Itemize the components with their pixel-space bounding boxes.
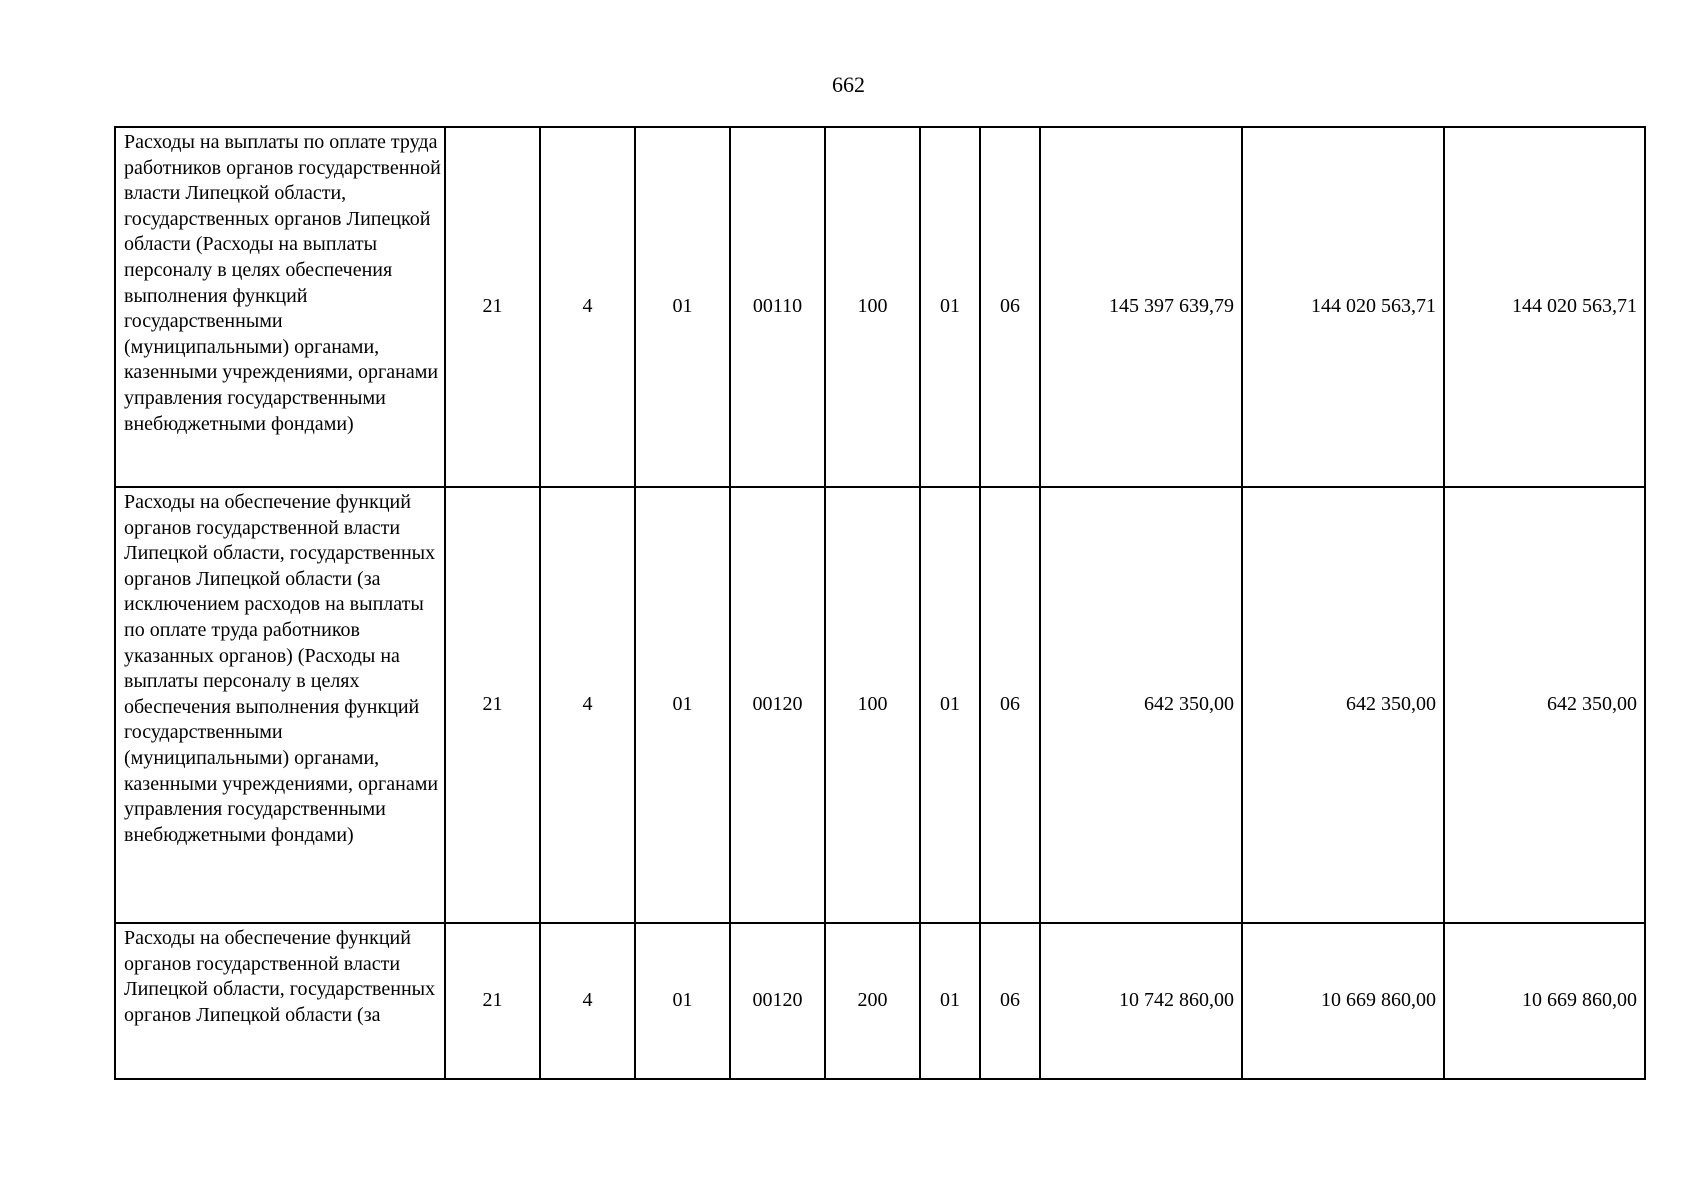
- code-cell: 01: [635, 487, 730, 923]
- code-cell: 00120: [730, 923, 825, 1079]
- code-cell: 06: [980, 487, 1040, 923]
- page-number: 662: [832, 72, 865, 97]
- amount-cell: 642 350,00: [1444, 487, 1645, 923]
- code-cell: 21: [445, 487, 540, 923]
- table-row: [115, 923, 1645, 1079]
- table-row: [115, 127, 1645, 487]
- code-cell: 100: [825, 127, 920, 487]
- code-cell: 06: [980, 127, 1040, 487]
- code-cell: 06: [980, 923, 1040, 1079]
- amount-cell: 10 742 860,00: [1040, 923, 1242, 1079]
- code-cell: 100: [825, 487, 920, 923]
- code-cell: 01: [920, 127, 980, 487]
- row-description-text: Расходы на обеспечение функций органов государственной власти Липецкой области, государственных органов Липецкой области (за: [124, 927, 436, 1026]
- amount-cell: 10 669 860,00: [1444, 923, 1645, 1079]
- row-description: Расходы на выплаты по оплате труда работников органов государственной власти Липецкой области, государственных органов Липецкой области (Расходы на выплаты персоналу в целях обеспечения выполнения функций государственными (муниципальными) органами, казенными учреждениями, органами управления государственными внебюджетными фондами): [115, 127, 445, 487]
- amount-cell: 642 350,00: [1242, 487, 1444, 923]
- code-cell: 200: [825, 923, 920, 1079]
- code-cell: 01: [920, 487, 980, 923]
- code-cell: 01: [635, 127, 730, 487]
- code-cell: 00110: [730, 127, 825, 487]
- row-description: [115, 923, 445, 1079]
- amount-cell: 145 397 639,79: [1040, 127, 1242, 487]
- amount-cell: 642 350,00: [1040, 487, 1242, 923]
- table-row: [115, 487, 1645, 923]
- budget-table: [114, 126, 1646, 1080]
- amount-cell: 144 020 563,71: [1444, 127, 1645, 487]
- code-cell: 01: [920, 923, 980, 1079]
- row-description: Расходы на обеспечение функций органов государственной власти Липецкой области, государственных органов Липецкой области (за исключением расходов на выплаты по оплате труда работников указанных органов) (Расходы на выплаты персоналу в целях обеспечения выполнения функций государственными (муниципальными) органами, казенными учреждениями, органами управления государственными внебюджетными фондами): [115, 487, 445, 923]
- amount-cell: 144 020 563,71: [1242, 127, 1444, 487]
- code-cell: 4: [540, 127, 635, 487]
- amount-cell: 10 669 860,00: [1242, 923, 1444, 1079]
- code-cell: 21: [445, 923, 540, 1079]
- code-cell: 21: [445, 127, 540, 487]
- code-cell: 01: [635, 923, 730, 1079]
- code-cell: 00120: [730, 487, 825, 923]
- code-cell: 4: [540, 923, 635, 1079]
- code-cell: 4: [540, 487, 635, 923]
